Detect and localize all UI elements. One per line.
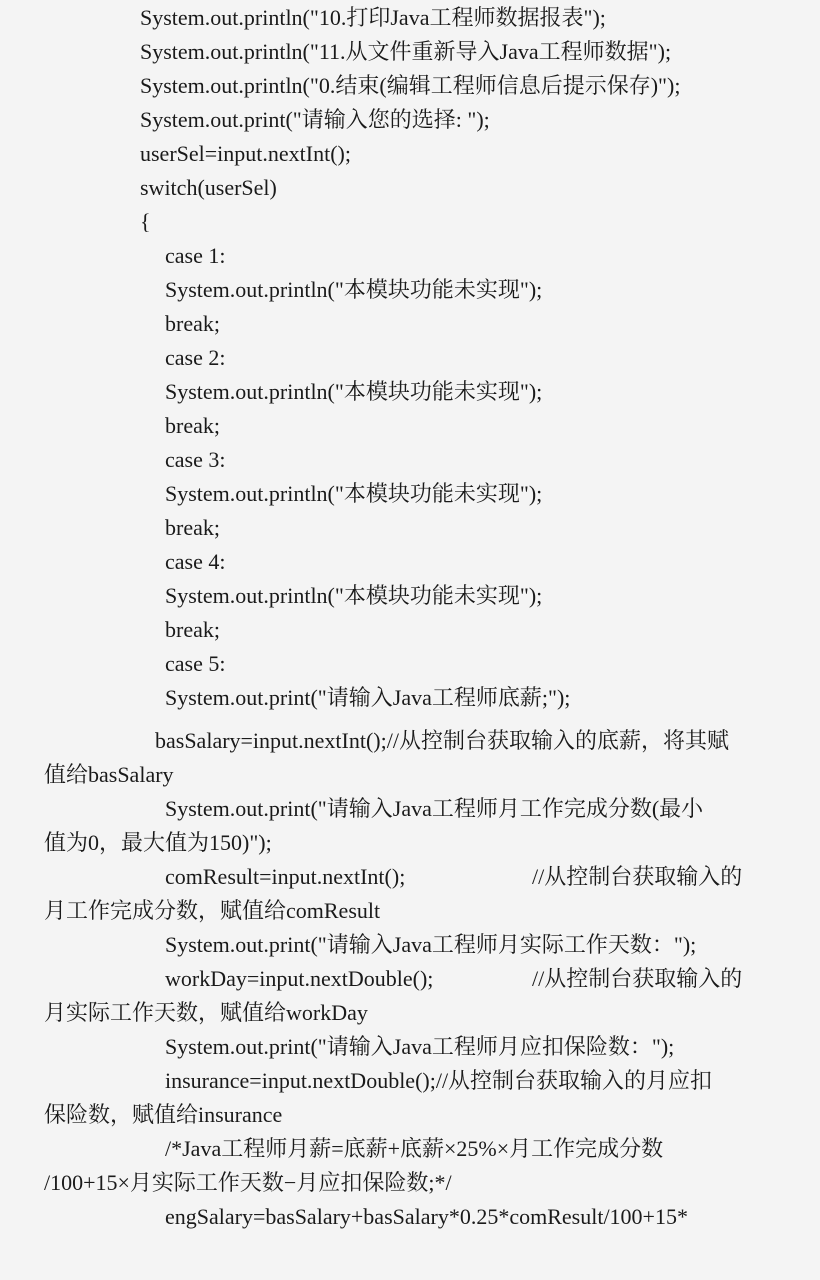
code-line: System.out.print("请输入Java工程师月实际工作天数：");	[165, 932, 697, 957]
code-line: System.out.println("本模块功能未实现");	[165, 277, 543, 302]
code-line: 月工作完成分数，赋值给comResult	[44, 898, 381, 923]
code-line: System.out.println("11.从文件重新导入Java工程师数据");	[140, 39, 672, 64]
code-line: System.out.println("本模块功能未实现");	[165, 481, 543, 506]
code-line: insurance=input.nextDouble();//从控制台获取输入的月应扣	[165, 1068, 713, 1093]
code-line: case 5:	[165, 651, 226, 676]
code-line: break;	[165, 617, 220, 642]
code-line: System.out.println("10.打印Java工程师数据报表");	[140, 5, 606, 30]
code-line: System.out.println("本模块功能未实现");	[165, 583, 543, 608]
code-line: System.out.print("请输入Java工程师月工作完成分数(最小	[165, 796, 704, 821]
code-line: System.out.print("请输入Java工程师月应扣保险数：");	[165, 1034, 675, 1059]
code-line: basSalary=input.nextInt();//从控制台获取输入的底薪，将其赋	[155, 728, 729, 753]
code-line: userSel=input.nextInt();	[140, 141, 351, 166]
code-line: comResult=input.nextInt();	[165, 864, 406, 889]
code-line: break;	[165, 413, 220, 438]
code-line: 月实际工作天数，赋值给workDay	[44, 1000, 368, 1025]
code-line: case 2:	[165, 345, 226, 370]
code-line: System.out.print("请输入Java工程师底薪;");	[165, 685, 571, 710]
code-line: System.out.println("本模块功能未实现");	[165, 379, 543, 404]
code-line: System.out.print("请输入您的选择: ");	[140, 107, 490, 132]
code-line: case 3:	[165, 447, 226, 472]
code-line: workDay=input.nextDouble();	[165, 966, 434, 991]
code-comment: //从控制台获取输入的	[532, 966, 743, 991]
code-line: 值为0，最大值为150)");	[44, 830, 272, 855]
code-line: System.out.println("0.结束(编辑工程师信息后提示保存)");	[140, 73, 681, 98]
code-line: break;	[165, 515, 220, 540]
code-line: 值给basSalary	[44, 762, 174, 787]
code-line: switch(userSel)	[140, 175, 277, 200]
code-line: /100+15×月实际工作天数−月应扣保险数;*/	[44, 1170, 452, 1195]
code-line: {	[140, 209, 151, 234]
code-line: case 1:	[165, 243, 226, 268]
code-comment: //从控制台获取输入的	[532, 864, 743, 889]
code-line: case 4:	[165, 549, 226, 574]
code-line: 保险数，赋值给insurance	[44, 1102, 283, 1127]
code-line: engSalary=basSalary+basSalary*0.25*comResult/100+15*	[165, 1204, 688, 1229]
code-line: break;	[165, 311, 220, 336]
code-line: /*Java工程师月薪=底薪+底薪×25%×月工作完成分数	[165, 1136, 664, 1161]
